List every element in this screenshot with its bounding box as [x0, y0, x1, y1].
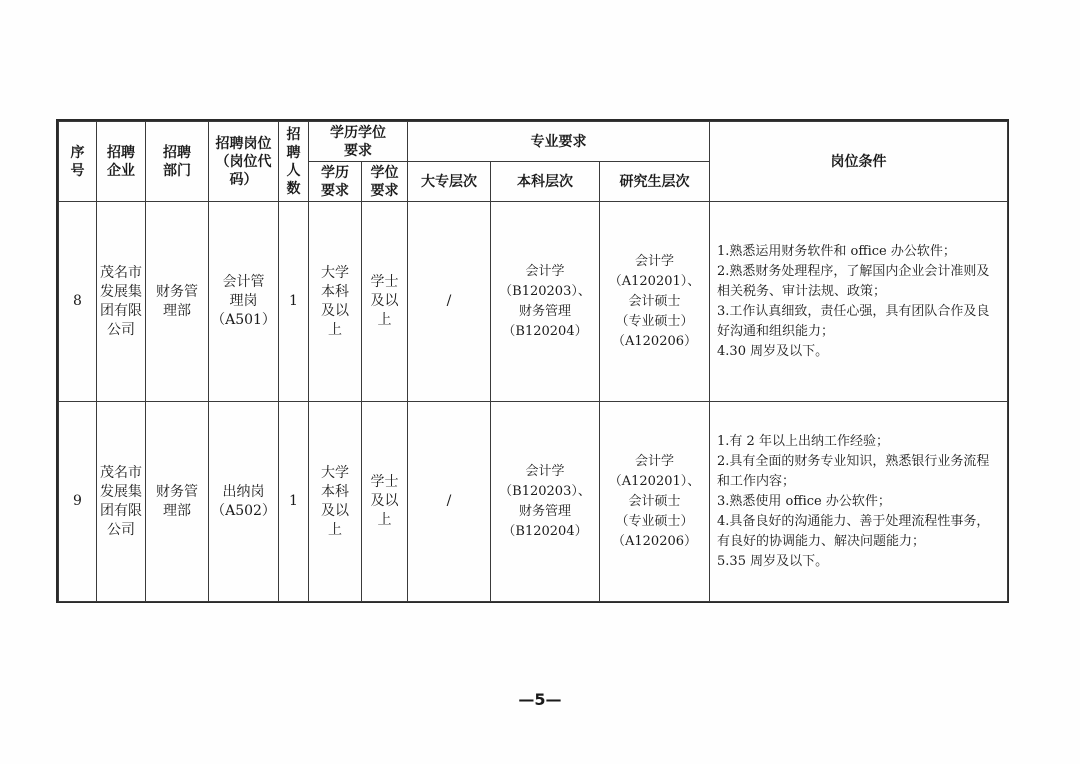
post-code: （A502）: [211, 502, 276, 519]
cell-grad: [600, 202, 710, 402]
page-number: —5—: [518, 690, 562, 709]
cell-undergrad: [491, 402, 600, 602]
cell-college: /: [408, 202, 491, 402]
condition-item: 5.35 周岁及以下。: [717, 553, 829, 569]
major-line: （B120203）、: [499, 283, 591, 299]
cell-conditions: [710, 402, 1008, 602]
major-line: （A120201）、: [608, 473, 701, 489]
major-line: 会计学: [635, 253, 675, 269]
cell-degree: 学士及以上: [362, 202, 408, 402]
cell-conditions: [710, 202, 1008, 402]
major-line: 财务管理: [519, 503, 572, 519]
header-company: 招聘企业: [97, 122, 146, 202]
condition-item: 4.30 周岁及以下。: [717, 343, 829, 359]
header-degree: 学位要求: [362, 162, 408, 202]
major-line: 财务管理: [519, 303, 572, 319]
major-line: （专业硕士）: [615, 313, 694, 329]
major-line: 会计学: [525, 263, 565, 279]
cell-post: 会计管理岗 （A501）: [209, 202, 279, 402]
cell-count: 1: [279, 402, 309, 602]
recruitment-table: [58, 121, 1008, 602]
cell-seq: 9: [59, 402, 97, 602]
header-post: 招聘岗位（岗位代码）: [209, 122, 279, 202]
major-line: （B120204）: [502, 323, 588, 339]
cell-dept: 财务管理部: [146, 402, 209, 602]
cell-edu: 大学本科及以上: [309, 402, 362, 602]
cell-grad: [600, 402, 710, 602]
header-seq: 序号: [59, 122, 97, 202]
header-undergrad: 本科层次: [491, 162, 600, 202]
cell-edu: 大学本科及以上: [309, 202, 362, 402]
cell-college: /: [408, 402, 491, 602]
condition-item: 2.熟悉财务处理程序，了解国内企业会计准则及相关税务、审计法规、政策；: [717, 263, 990, 299]
cell-seq: 8: [59, 202, 97, 402]
header-edu: 学历要求: [309, 162, 362, 202]
cell-company: 茂名市发展集团有限公司: [97, 202, 146, 402]
condition-item: 1.有 2 年以上出纳工作经验；: [717, 433, 889, 449]
major-line: （A120206）: [612, 533, 698, 549]
cell-company: 茂名市发展集团有限公司: [97, 402, 146, 602]
condition-item: 3.熟悉使用 office 办公软件；: [717, 493, 891, 509]
cell-dept: 财务管理部: [146, 202, 209, 402]
header-grad: 研究生层次: [600, 162, 710, 202]
cell-count: 1: [279, 202, 309, 402]
header-dept: 招聘部门: [146, 122, 209, 202]
table-row: [59, 402, 1008, 602]
table-row: [59, 202, 1008, 402]
major-line: （B120203）、: [499, 483, 591, 499]
major-line: 会计学: [525, 463, 565, 479]
recruitment-table-frame: [56, 119, 1009, 603]
post-name: 出纳岗: [222, 483, 265, 500]
header-major-group: 专业要求: [408, 122, 710, 162]
post-code: （A501）: [211, 312, 276, 328]
header-college: 大专层次: [408, 162, 491, 202]
major-line: （A120201）、: [608, 273, 701, 289]
major-line: （专业硕士）: [615, 513, 694, 529]
cell-degree: 学士及以上: [362, 402, 408, 602]
condition-item: 4.具备良好的沟通能力、善于处理流程性事务，有良好的协调能力、解决问题能力；: [717, 513, 990, 549]
major-line: （B120204）: [502, 523, 588, 539]
header-conditions: 岗位条件: [710, 122, 1008, 202]
condition-item: 3.工作认真细致，责任心强，具有团队合作及良好沟通和组织能力；: [717, 303, 990, 339]
major-line: 会计学: [635, 453, 675, 469]
major-line: 会计硕士: [628, 493, 681, 509]
major-line: 会计硕士: [628, 293, 681, 309]
condition-item: 2.具有全面的财务专业知识，熟悉银行业务流程和工作内容；: [717, 453, 990, 489]
cell-undergrad: [491, 202, 600, 402]
condition-item: 1.熟悉运用财务软件和 office 办公软件；: [717, 243, 956, 259]
major-line: （A120206）: [612, 333, 698, 349]
cell-post: [209, 402, 279, 602]
header-edu-group: 学历学位要求: [309, 122, 408, 162]
header-count: 招聘人数: [279, 122, 309, 202]
